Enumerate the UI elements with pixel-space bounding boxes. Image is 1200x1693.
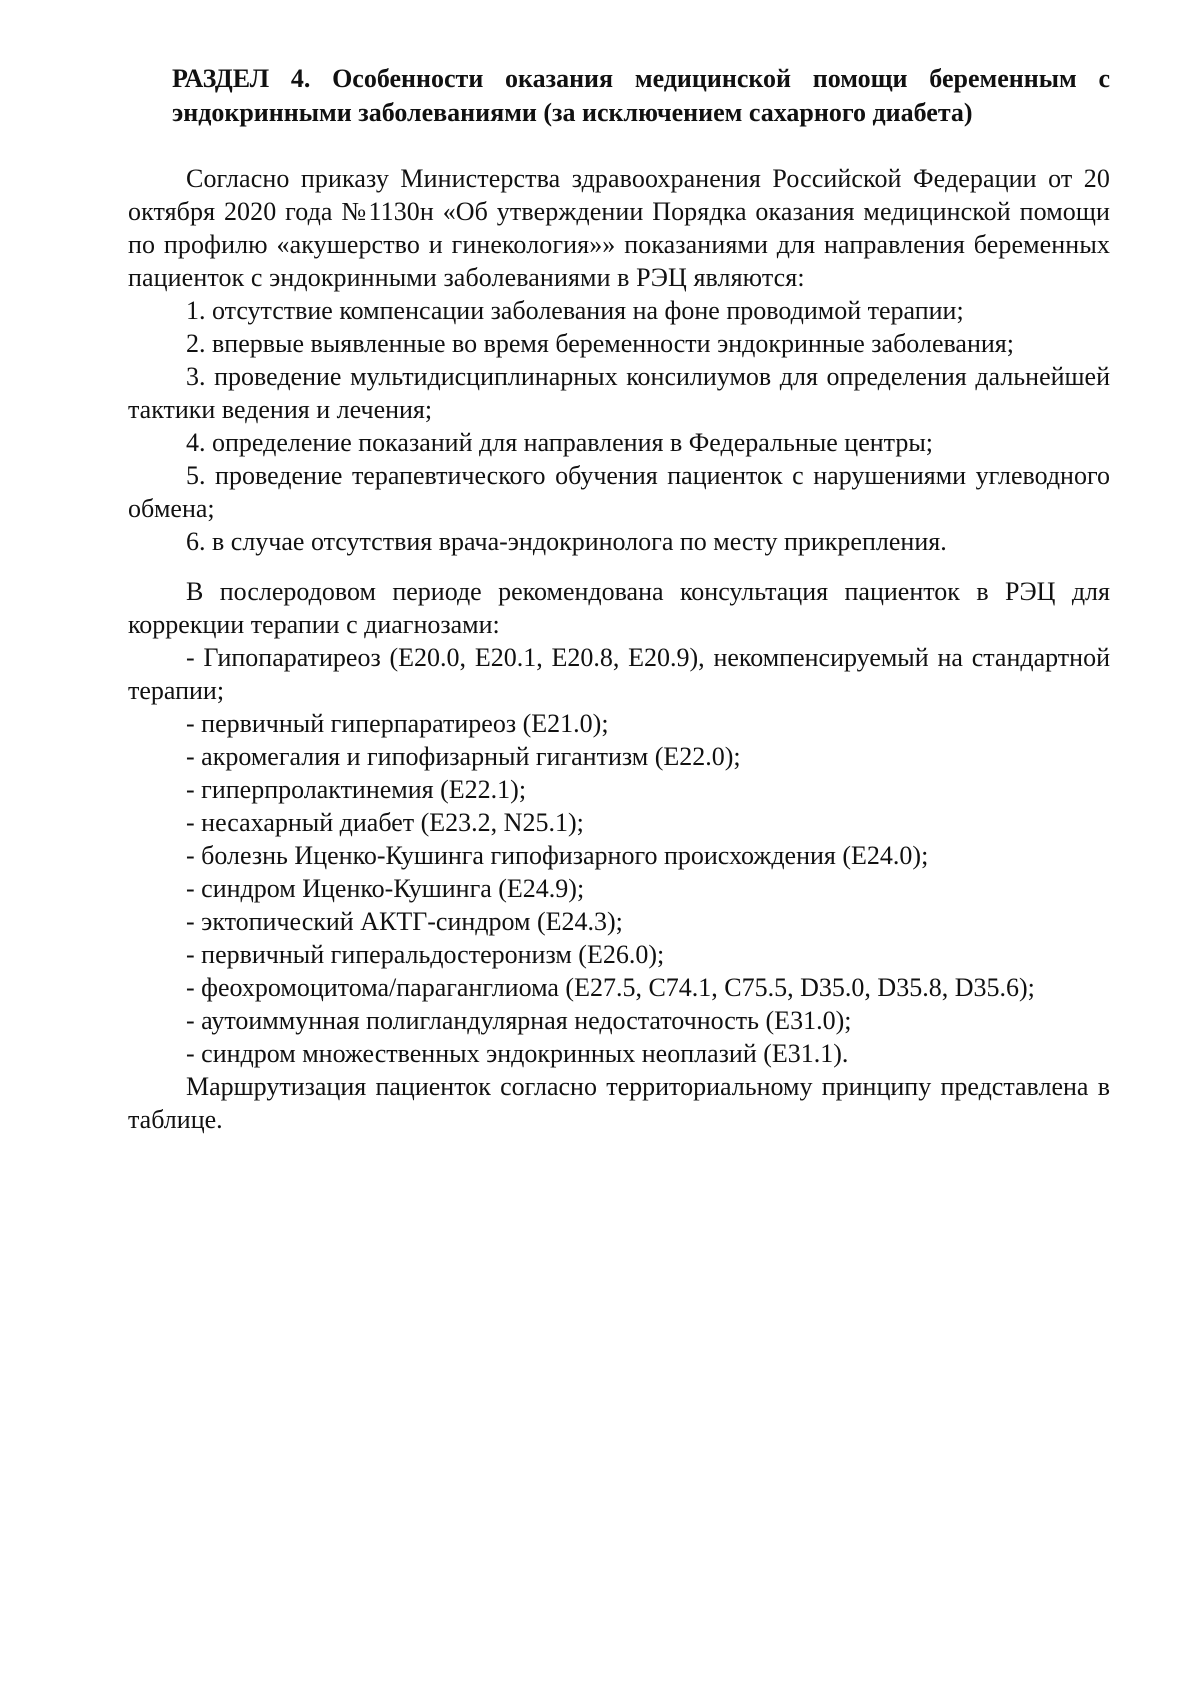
indication-item-3: 3. проведение мультидисциплинарных консилиумов для определения дальнейшей тактики ведения и лечения; <box>128 362 1110 424</box>
routing-note-paragraph: Маршрутизация пациенток согласно территориальному принципу представлена в таблице. <box>128 1072 1110 1134</box>
indication-item-2: 2. впервые выявленные во время беременности эндокринные заболевания; <box>186 329 1014 358</box>
section-heading-line-1: РАЗДЕЛ 4. Особенности оказания медицинской помощи беременным с <box>172 64 1110 93</box>
diagnosis-item-8: - эктопический АКТГ-синдром (E24.3); <box>186 907 623 936</box>
diagnosis-item-5: - несахарный диабет (E23.2, N25.1); <box>186 808 584 837</box>
intro-paragraph: Согласно приказу Министерства здравоохранения Российской Федерации от 20 октября 2020 года №1130н «Об утверждении Порядка оказания медицинской помощи по профилю «акушерство и гинекология»» показаниями для направления беременных пациенток с эндокринными заболеваниями в РЭЦ являются: <box>128 164 1110 292</box>
indication-item-5: 5. проведение терапевтического обучения пациенток с нарушениями углеводного обмена; <box>128 461 1110 523</box>
indication-item-1: 1. отсутствие компенсации заболевания на фоне проводимой терапии; <box>186 296 964 325</box>
diagnosis-item-10: - феохромоцитома/параганглиома (E27.5, C74.1, C75.5, D35.0, D35.8, D35.6); <box>186 973 1035 1002</box>
diagnosis-item-12: - синдром множественных эндокринных неоплазий (E31.1). <box>186 1039 849 1068</box>
diagnosis-item-9: - первичный гиперальдостеронизм (E26.0); <box>186 940 665 969</box>
diagnosis-item-7: - синдром Иценко-Кушинга (E24.9); <box>186 874 585 903</box>
section-heading <box>172 62 1110 130</box>
diagnosis-item-1: - Гипопаратиреоз (E20.0, E20.1, E20.8, E20.9), некомпенсируемый на стандартной терапии; <box>128 643 1110 705</box>
section-heading-line-2: эндокринными заболеваниями (за исключением сахарного диабета) <box>172 98 973 127</box>
diagnosis-item-11: - аутоиммунная полигландулярная недостаточность (E31.0); <box>186 1006 852 1035</box>
document-body <box>128 162 1110 1136</box>
diagnosis-item-2: - первичный гиперпаратиреоз (E21.0); <box>186 709 609 738</box>
indication-item-6: 6. в случае отсутствия врача-эндокринолога по месту прикрепления. <box>186 527 947 556</box>
indication-item-4: 4. определение показаний для направления в Федеральные центры; <box>186 428 934 457</box>
postpartum-intro-paragraph: В послеродовом периоде рекомендована консультация пациенток в РЭЦ для коррекции терапии с диагнозами: <box>128 577 1110 639</box>
diagnosis-item-3: - акромегалия и гипофизарный гигантизм (E22.0); <box>186 742 741 771</box>
diagnosis-item-4: - гиперпролактинемия (E22.1); <box>186 775 527 804</box>
diagnosis-item-6: - болезнь Иценко-Кушинга гипофизарного происхождения (E24.0); <box>186 841 929 870</box>
